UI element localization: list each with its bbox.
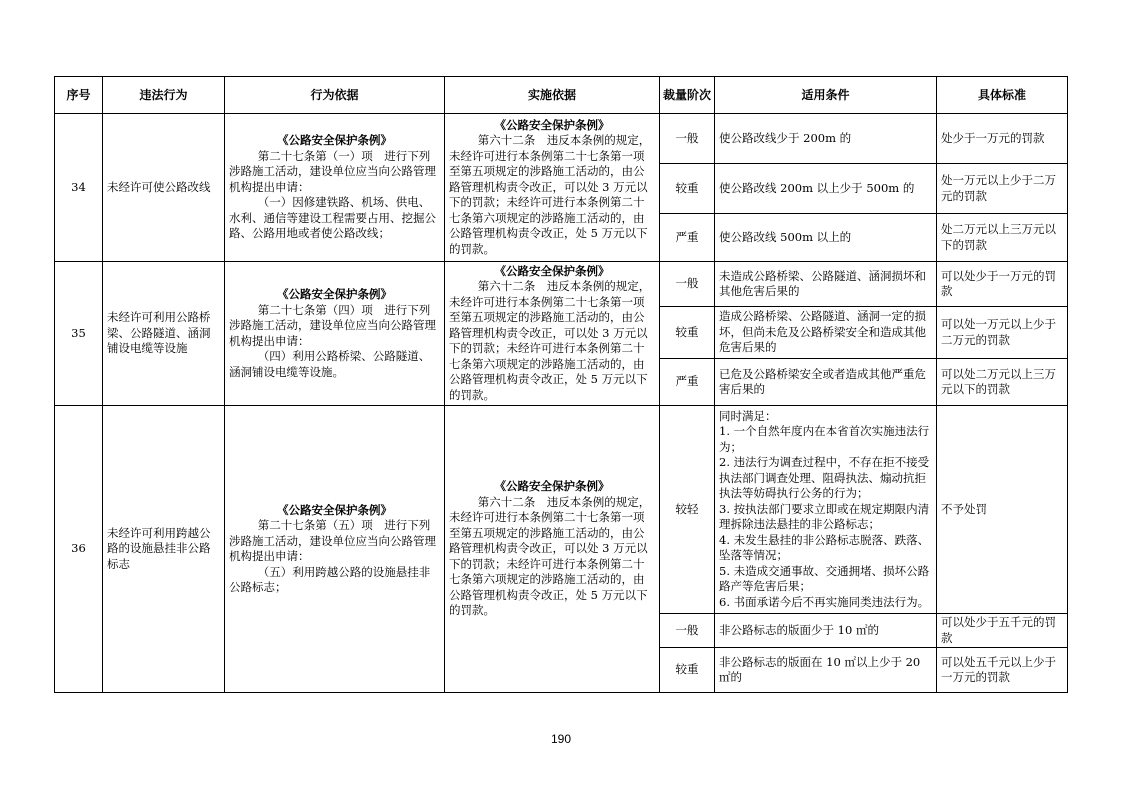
implementation-cell xyxy=(445,262,660,406)
basis-text: 第二十七条第（四）项 进行下列涉路施工活动，建设单位应当向公路管理机构提出申请： xyxy=(229,302,436,348)
basis-source: 《公路安全保护条例》 xyxy=(277,133,392,148)
page-number: 190 xyxy=(550,732,572,746)
basis-cell xyxy=(225,406,445,693)
condition-line: 1. 一个自然年度内在本省首次实施违法行为； xyxy=(719,424,930,454)
impl-source: 《公路安全保护条例》 xyxy=(494,479,610,494)
condition-line: 6. 书面承诺今后不再实施同类违法行为。 xyxy=(719,594,930,609)
row-number: 36 xyxy=(55,406,103,693)
basis-cell xyxy=(225,114,445,262)
impl-text: 第六十二条 违反本条例的规定，未经许可进行本条例第二十七条第一项至第五项规定的涉路施工活动的，由公路管理机构责令改正，可以处 3 万元以下的罚款；未经许可进行本条例第二十七条第六项规定的涉路施工活动的，由公路管理机构责令改正，处 5 万元以下的罚款。 xyxy=(449,133,651,256)
basis-text: （五）利用跨越公路的设施悬挂非公路标志； xyxy=(229,564,431,594)
header-violation: 违法行为 xyxy=(103,77,225,114)
implementation-cell xyxy=(445,406,660,693)
row-number: 34 xyxy=(55,114,103,262)
condition-cell: 已危及公路桥梁安全或者造成其他严重危害后果的 xyxy=(715,359,937,406)
impl-text: 第六十二条 违反本条例的规定，未经许可进行本条例第二十七条第一项至第五项规定的涉路施工活动的，由公路管理机构责令改正，可以处 3 万元以下的罚款；未经许可进行本条例第二十七条第六项规定的涉路施工活动的，由公路管理机构责令改正，处 5 万元以下的罚款。 xyxy=(449,494,651,618)
table-row xyxy=(55,262,1068,307)
standard-cell: 可以处一万元以上少于二万元的罚款 xyxy=(937,307,1068,359)
standard-cell: 可以处少于一万元的罚款 xyxy=(937,262,1068,307)
standard-cell: 处二万元以上三万元以下的罚款 xyxy=(937,214,1068,262)
condition-cell xyxy=(715,406,937,614)
regulation-table xyxy=(54,76,1068,693)
violation-cell: 未经许可利用公路桥梁、公路隧道、涵洞铺设电缆等设施 xyxy=(103,262,225,406)
basis-text: （一）因修建铁路、机场、供电、水利、通信等建设工程需要占用、挖掘公路、公路用地或者使公路改线； xyxy=(229,195,436,241)
level-cell: 较重 xyxy=(660,648,715,693)
condition-cell: 使公路改线少于 200m 的 xyxy=(715,114,937,164)
header-standard: 具体标准 xyxy=(937,77,1068,114)
basis-text: 第二十七条第（一）项 进行下列涉路施工活动，建设单位应当向公路管理机构提出申请： xyxy=(229,148,436,194)
condition-cell: 非公路标志的版面在 10 ㎡以上少于 20 ㎡的 xyxy=(715,648,937,693)
basis-text: （四）利用公路桥梁、公路隧道、涵洞铺设电缆等设施。 xyxy=(229,349,431,379)
standard-cell: 可以处五千元以上少于一万元的罚款 xyxy=(937,648,1068,693)
row-number: 35 xyxy=(55,262,103,406)
level-cell: 较重 xyxy=(660,164,715,214)
impl-source: 《公路安全保护条例》 xyxy=(494,117,610,132)
condition-line: 同时满足： xyxy=(719,408,777,423)
header-seq: 序号 xyxy=(55,77,103,114)
standard-cell: 可以处少于五千元的罚款 xyxy=(937,614,1068,648)
condition-line: 5. 未造成交通事故、交通拥堵、损坏公路路产等危害后果； xyxy=(719,563,930,594)
header-basis: 行为依据 xyxy=(225,77,445,114)
basis-source: 《公路安全保护条例》 xyxy=(277,502,392,517)
condition-cell: 造成公路桥梁、公路隧道、涵洞一定的损坏，但尚未危及公路桥梁安全和造成其他危害后果的 xyxy=(715,307,937,359)
basis-source: 《公路安全保护条例》 xyxy=(277,287,392,301)
violation-cell: 未经许可使公路改线 xyxy=(103,114,225,262)
table-row xyxy=(55,114,1068,164)
level-cell: 一般 xyxy=(660,114,715,164)
header-conditions: 适用条件 xyxy=(715,77,937,114)
header-implementation: 实施依据 xyxy=(445,77,660,114)
table-row xyxy=(55,406,1068,614)
standard-cell: 可以处二万元以上三万元以下的罚款 xyxy=(937,359,1068,406)
basis-text: 第二十七条第（五）项 进行下列涉路施工活动，建设单位应当向公路管理机构提出申请： xyxy=(229,518,436,563)
condition-line: 2. 违法行为调查过程中，不存在拒不接受执法部门调查处理、阻碍执法、煽动抗拒执法等妨碍执行公务的行为； xyxy=(719,455,930,501)
level-cell: 一般 xyxy=(660,262,715,307)
level-cell: 严重 xyxy=(660,214,715,262)
violation-cell: 未经许可利用跨越公路的设施悬挂非公路标志 xyxy=(103,406,225,693)
header-level: 裁量阶次 xyxy=(660,77,715,114)
condition-line: 4. 未发生悬挂的非公路标志脱落、跌落、坠落等情况； xyxy=(719,532,930,563)
standard-cell: 处少于一万元的罚款 xyxy=(937,114,1068,164)
condition-line: 3. 按执法部门要求立即或在规定期限内清理拆除违法悬挂的非公路标志； xyxy=(719,501,930,532)
level-cell: 较轻 xyxy=(660,406,715,614)
table-header-row xyxy=(55,77,1068,114)
condition-cell: 未造成公路桥梁、公路隧道、涵洞损坏和其他危害后果的 xyxy=(715,262,937,307)
condition-cell: 使公路改线 200m 以上少于 500m 的 xyxy=(715,164,937,214)
level-cell: 较重 xyxy=(660,307,715,359)
implementation-cell xyxy=(445,114,660,262)
impl-source: 《公路安全保护条例》 xyxy=(494,263,610,278)
level-cell: 严重 xyxy=(660,359,715,406)
basis-cell xyxy=(225,262,445,406)
standard-cell: 处一万元以上少于二万元的罚款 xyxy=(937,164,1068,214)
condition-cell: 使公路改线 500m 以上的 xyxy=(715,214,937,262)
level-cell: 一般 xyxy=(660,614,715,648)
impl-text: 第六十二条 违反本条例的规定，未经许可进行本条例第二十七条第一项至第五项规定的涉路施工活动的，由公路管理机构责令改正，可以处 3 万元以下的罚款；未经许可进行本条例第二十七条第六项规定的涉路施工活动的，由公路管理机构责令改正，处 5 万元以下的罚款。 xyxy=(449,279,651,402)
standard-cell: 不予处罚 xyxy=(937,406,1068,614)
condition-cell: 非公路标志的版面少于 10 ㎡的 xyxy=(715,614,937,648)
